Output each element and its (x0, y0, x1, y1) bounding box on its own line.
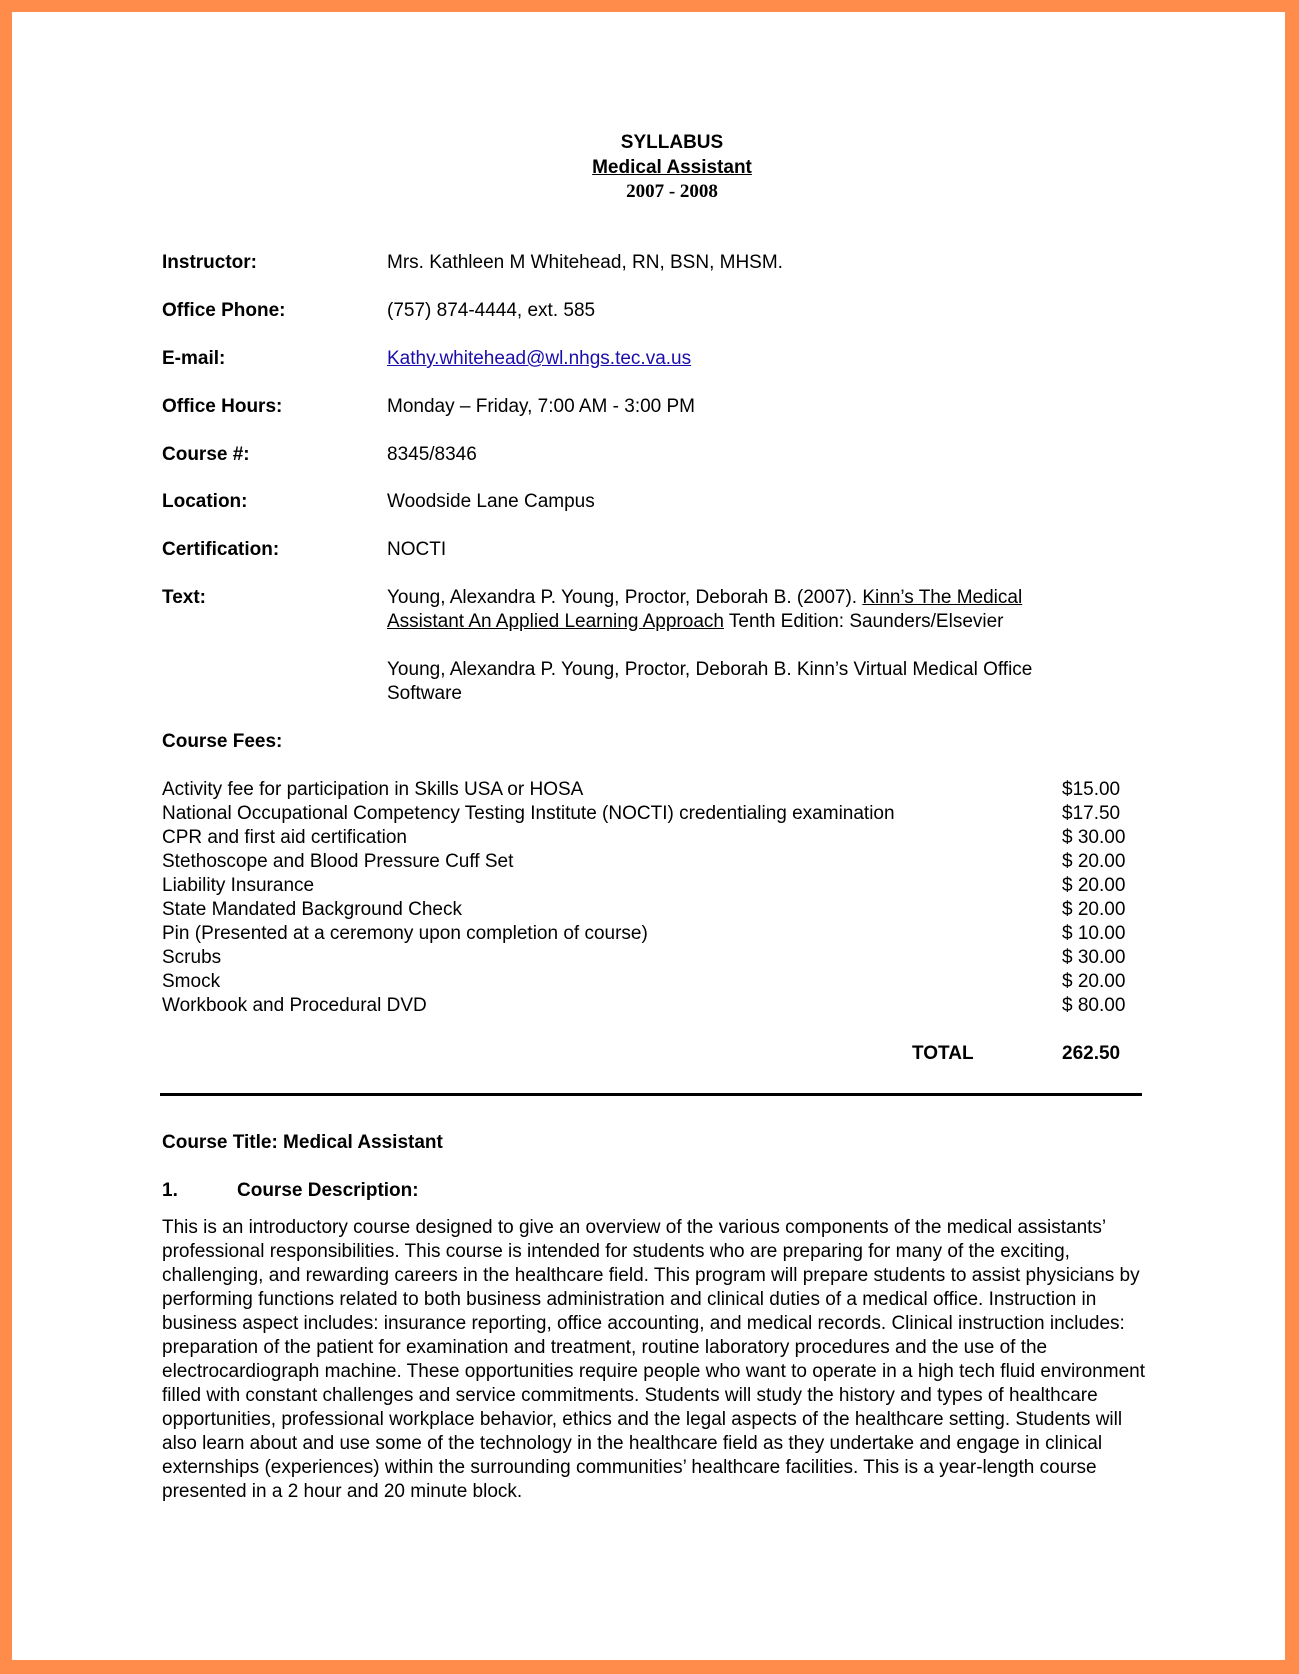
fee-item: Smock (162, 971, 221, 992)
fee-item: National Occupational Competency Testing Institute (NOCTI) credentialing examination (162, 803, 895, 824)
fee-amount: $ 30.00 (1062, 947, 1126, 968)
phone-label: Office Phone: (162, 300, 286, 321)
course-title: Course Title: Medical Assistant (162, 1132, 443, 1153)
doc-title: SYLLABUS (620, 132, 724, 153)
section-title: Course Description: (237, 1180, 419, 1201)
course-fees-label: Course Fees: (162, 731, 283, 752)
total-label: TOTAL (912, 1043, 974, 1064)
fee-amount: $15.00 (1062, 779, 1121, 800)
textbook-title-part1: Kinn’s The Medical (862, 587, 1023, 608)
textbook-title-part2: Assistant An Applied Learning Approach (387, 611, 724, 632)
doc-years: 2007 - 2008 (626, 181, 718, 202)
hours-label: Office Hours: (162, 396, 283, 417)
total-amount: 262.50 (1062, 1043, 1121, 1064)
text-label: Text: (162, 587, 206, 608)
textbook-authors: Young, Alexandra P. Young, Proctor, Deborah B. (2007). (387, 587, 863, 608)
textbook-line-1 (387, 587, 1022, 609)
email-label: E-mail: (162, 348, 226, 369)
fee-amount: $ 80.00 (1062, 995, 1126, 1016)
instructor-label: Instructor: (162, 252, 257, 273)
doc-subtitle: Medical Assistant (592, 157, 752, 178)
fee-amount: $ 20.00 (1062, 971, 1126, 992)
fee-amount: $ 20.00 (1062, 875, 1126, 896)
fee-amount: $ 30.00 (1062, 827, 1126, 848)
fee-item: Stethoscope and Blood Pressure Cuff Set (162, 851, 514, 872)
instructor-value: Mrs. Kathleen M Whitehead, RN, BSN, MHSM. (387, 252, 783, 273)
section-number: 1. (162, 1180, 178, 1201)
fee-amount: $ 10.00 (1062, 923, 1126, 944)
hours-value: Monday – Friday, 7:00 AM - 3:00 PM (387, 396, 696, 417)
fee-item: Workbook and Procedural DVD (162, 995, 427, 1016)
section-divider (160, 1093, 1142, 1096)
location-value: Woodside Lane Campus (387, 491, 595, 512)
fee-amount: $17.50 (1062, 803, 1121, 824)
fee-amount: $ 20.00 (1062, 851, 1126, 872)
course-description: This is an introductory course designed to give an overview of the various components of the medical assistants’ professional responsibilities. This course is intended for students who are preparing for many of the exciting, challenging, and rewarding careers in the healthcare field. This program will prepare students to assist physicians by performing functions related to both business administration and clinical duties of a medical office. Instruction in business aspect includes: insurance reporting, office accounting, and medical records. Clinical instruction includes: preparation of the patient for examination and treatment, routine laboratory procedures and the use of the electrocardiograph machine. These opportunities require people who want to operate in a high tech fluid environment filled with constant challenges and service commitments. Students will study the history and types of healthcare opportunities, professional workplace behavior, ethics and the legal aspects of the healthcare setting. Students will also learn about and use some of the technology in the healthcare field as they undertake and engage in clinical externships (experiences) within the surrounding communities’ healthcare facilities. This is a year-length course presented in a 2 hour and 20 minute block. (162, 1217, 1145, 1502)
software-line-1: Young, Alexandra P. Young, Proctor, Deborah B. Kinn’s Virtual Medical Office (387, 659, 1033, 680)
email-link[interactable]: Kathy.whitehead@wl.nhgs.tec.va.us (387, 348, 692, 369)
course-number-label: Course #: (162, 444, 250, 465)
document-page (12, 12, 1285, 1660)
certification-label: Certification: (162, 539, 280, 560)
fee-item: Scrubs (162, 947, 222, 968)
location-label: Location: (162, 491, 248, 512)
fee-item: Pin (Presented at a ceremony upon completion of course) (162, 923, 648, 944)
course-number-value: 8345/8346 (387, 444, 477, 465)
textbook-line-2 (387, 611, 1004, 633)
fee-item: State Mandated Background Check (162, 899, 462, 920)
fee-item: Liability Insurance (162, 875, 315, 896)
software-line-2: Software (387, 683, 462, 704)
phone-value: (757) 874-4444, ext. 585 (387, 300, 596, 321)
fee-item: Activity fee for participation in Skills USA or HOSA (162, 779, 584, 800)
certification-value: NOCTI (387, 539, 447, 560)
fee-amount: $ 20.00 (1062, 899, 1126, 920)
fee-item: CPR and first aid certification (162, 827, 407, 848)
textbook-edition: Tenth Edition: Saunders/Elsevier (723, 611, 1004, 632)
